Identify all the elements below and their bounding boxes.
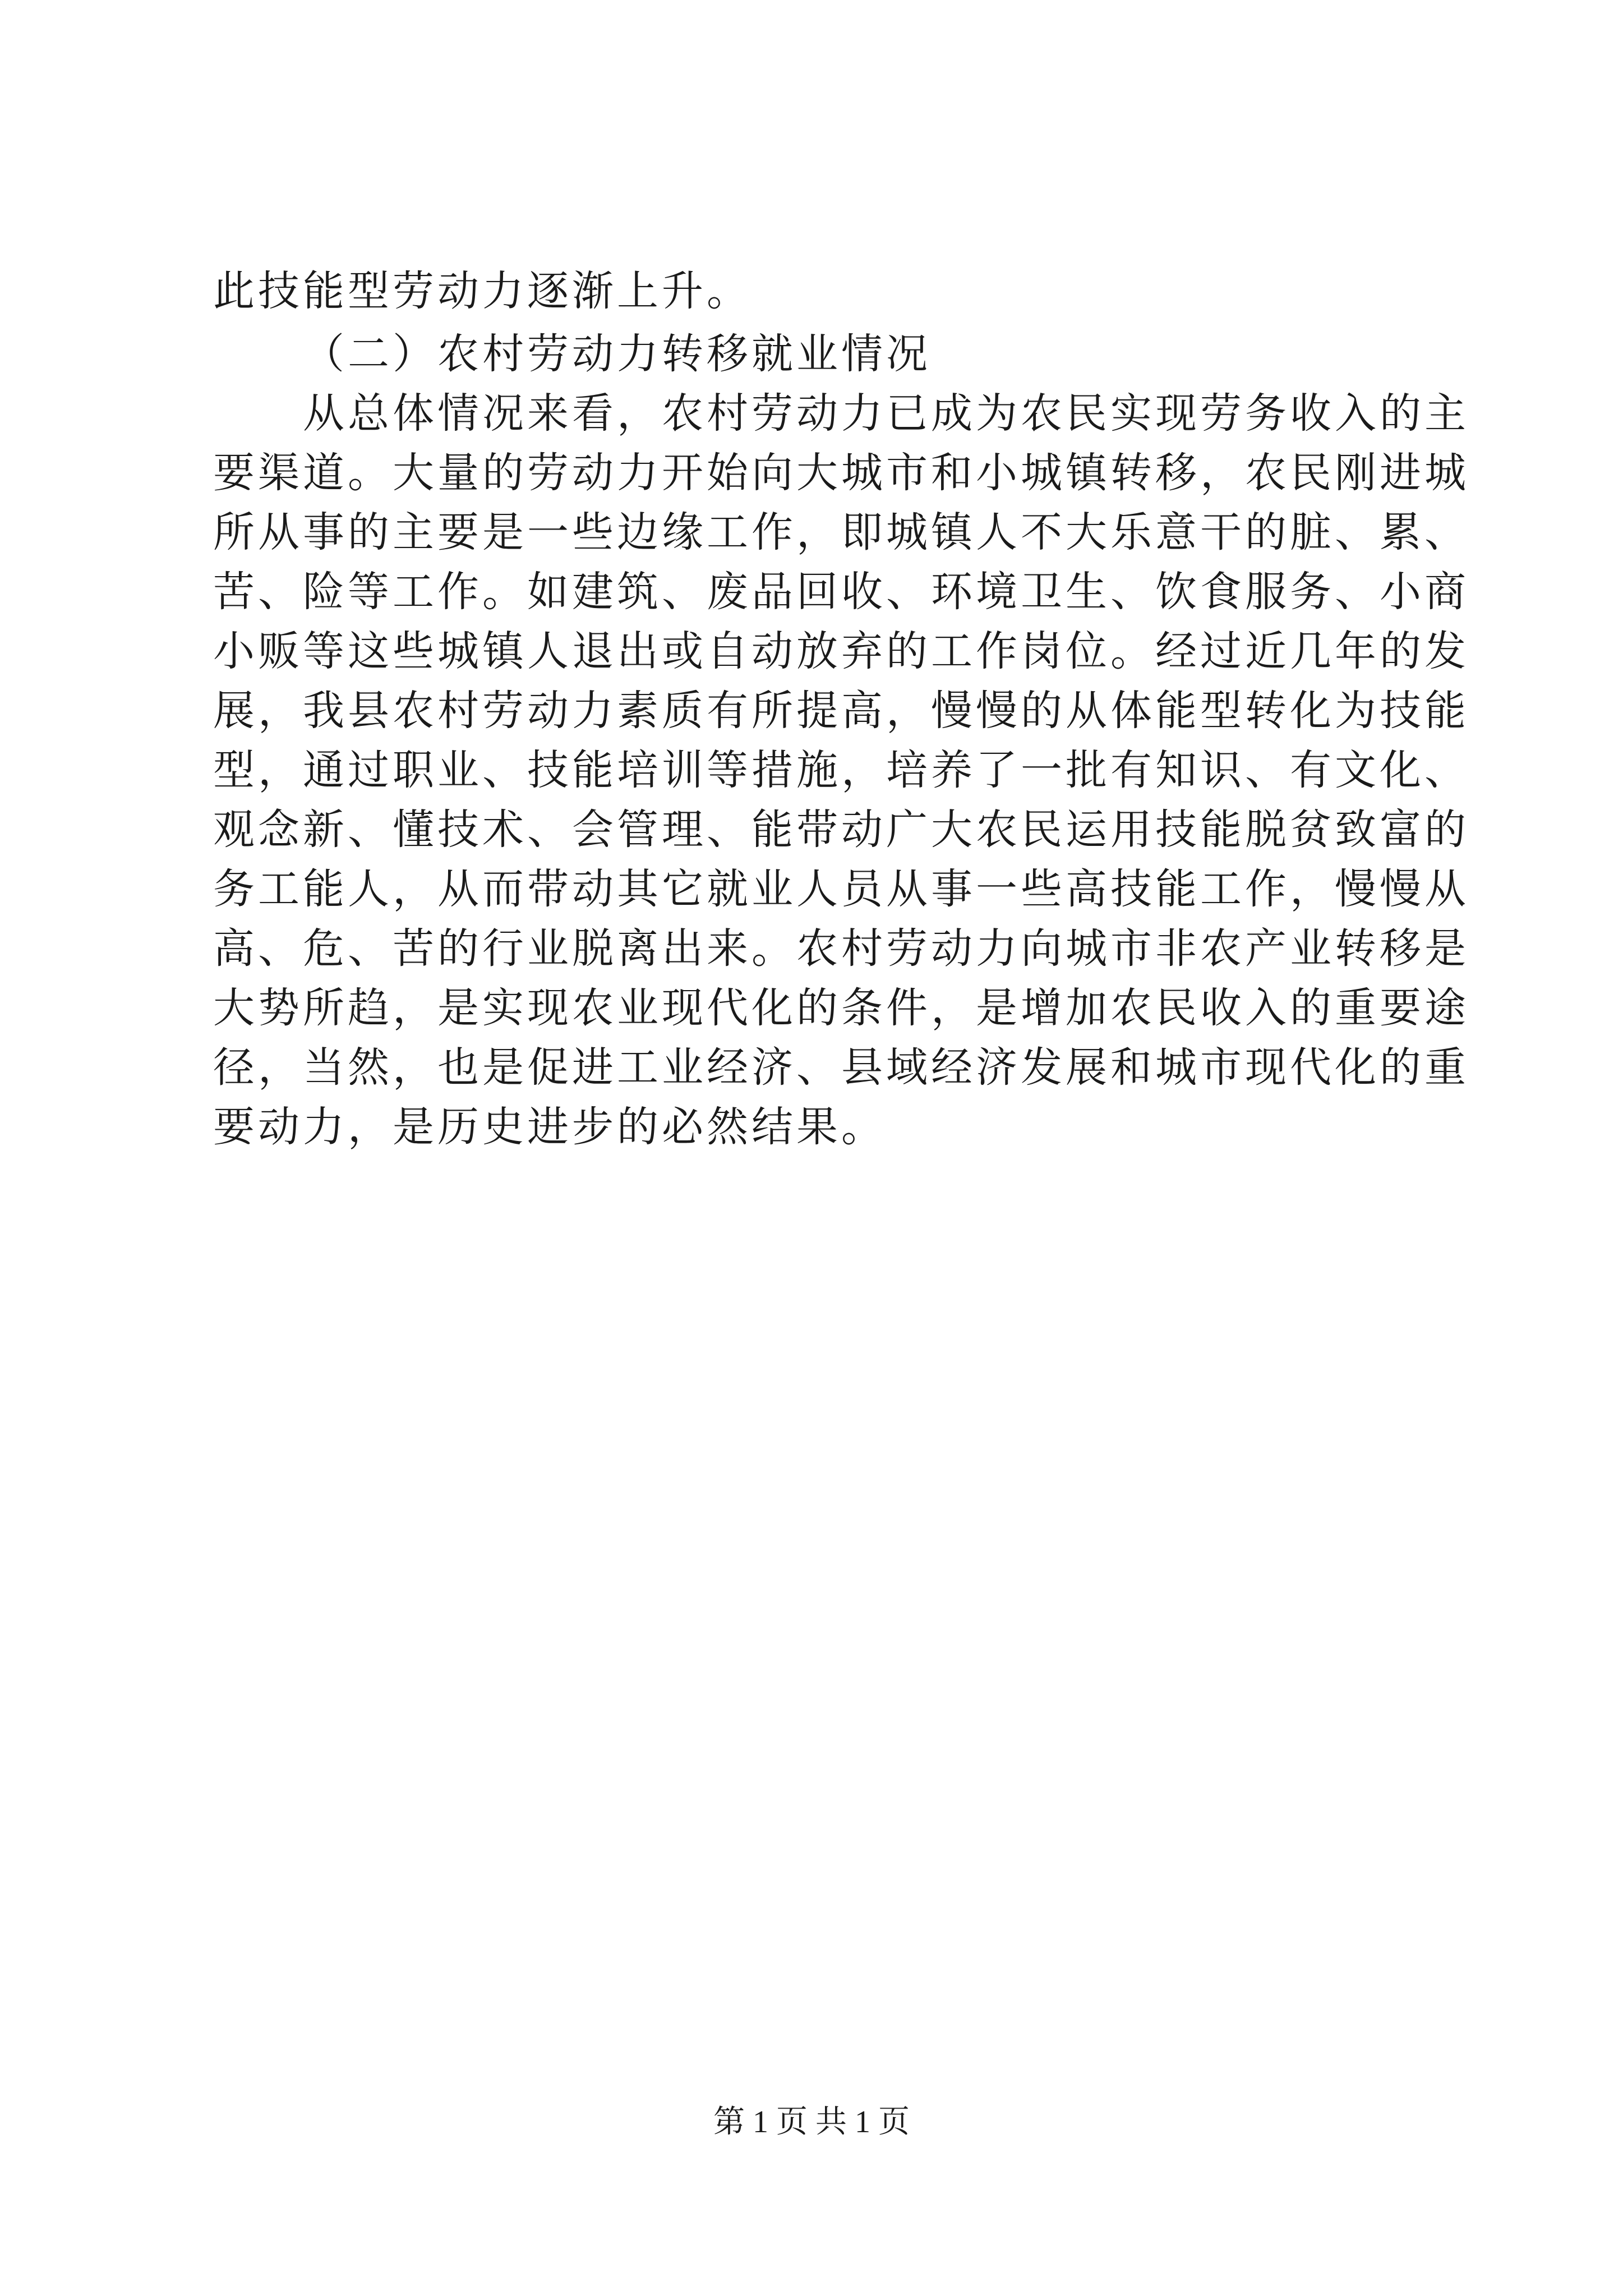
paragraph-line: 此技能型劳动力逐渐上升。 [213,267,751,315]
document-body [213,264,1469,1154]
paragraph-line: 型，通过职业、技能培训等措施，培养了一批有知识、有文化、 [213,746,1469,794]
page-footer: 第 1 页 共 1 页 [713,2105,910,2139]
paragraph-line: 务工能人，从而带动其它就业人员从事一些高技能工作，慢慢从 [213,865,1469,913]
paragraph-line: 展，我县农村劳动力素质有所提高，慢慢的从体能型转化为技能 [213,687,1469,735]
paragraph-line: 高、危、苦的行业脱离出来。农村劳动力向城市非农产业转移是 [213,924,1469,973]
paragraph-line: 径，当然，也是促进工业经济、县域经济发展和城市现代化的重 [213,1043,1469,1092]
paragraph-line: 观念新、懂技术、会管理、能带动广大农民运用技能脱贫致富的 [213,806,1469,854]
paragraph-line: 要渠道。大量的劳动力开始向大城市和小城镇转移，农民刚进城 [213,449,1469,497]
paragraph-line: 所从事的主要是一些边缘工作，即城镇人不大乐意干的脏、累、 [213,508,1469,556]
paragraph-line: 要动力，是历史进步的必然结果。 [213,1103,886,1151]
section-heading: （二）农村劳动力转移就业情况 [303,330,931,378]
paragraph-line: 大势所趋，是实现农业现代化的条件，是增加农民收入的重要途 [213,984,1469,1032]
paragraph-line: 小贩等这些城镇人退出或自动放弃的工作岗位。经过近几年的发 [213,627,1469,675]
paragraph-line: 从总体情况来看，农村劳动力已成为农民实现劳务收入的主 [303,389,1469,438]
paragraph-line: 苦、险等工作。如建筑、废品回收、环境卫生、饮食服务、小商 [213,568,1469,616]
